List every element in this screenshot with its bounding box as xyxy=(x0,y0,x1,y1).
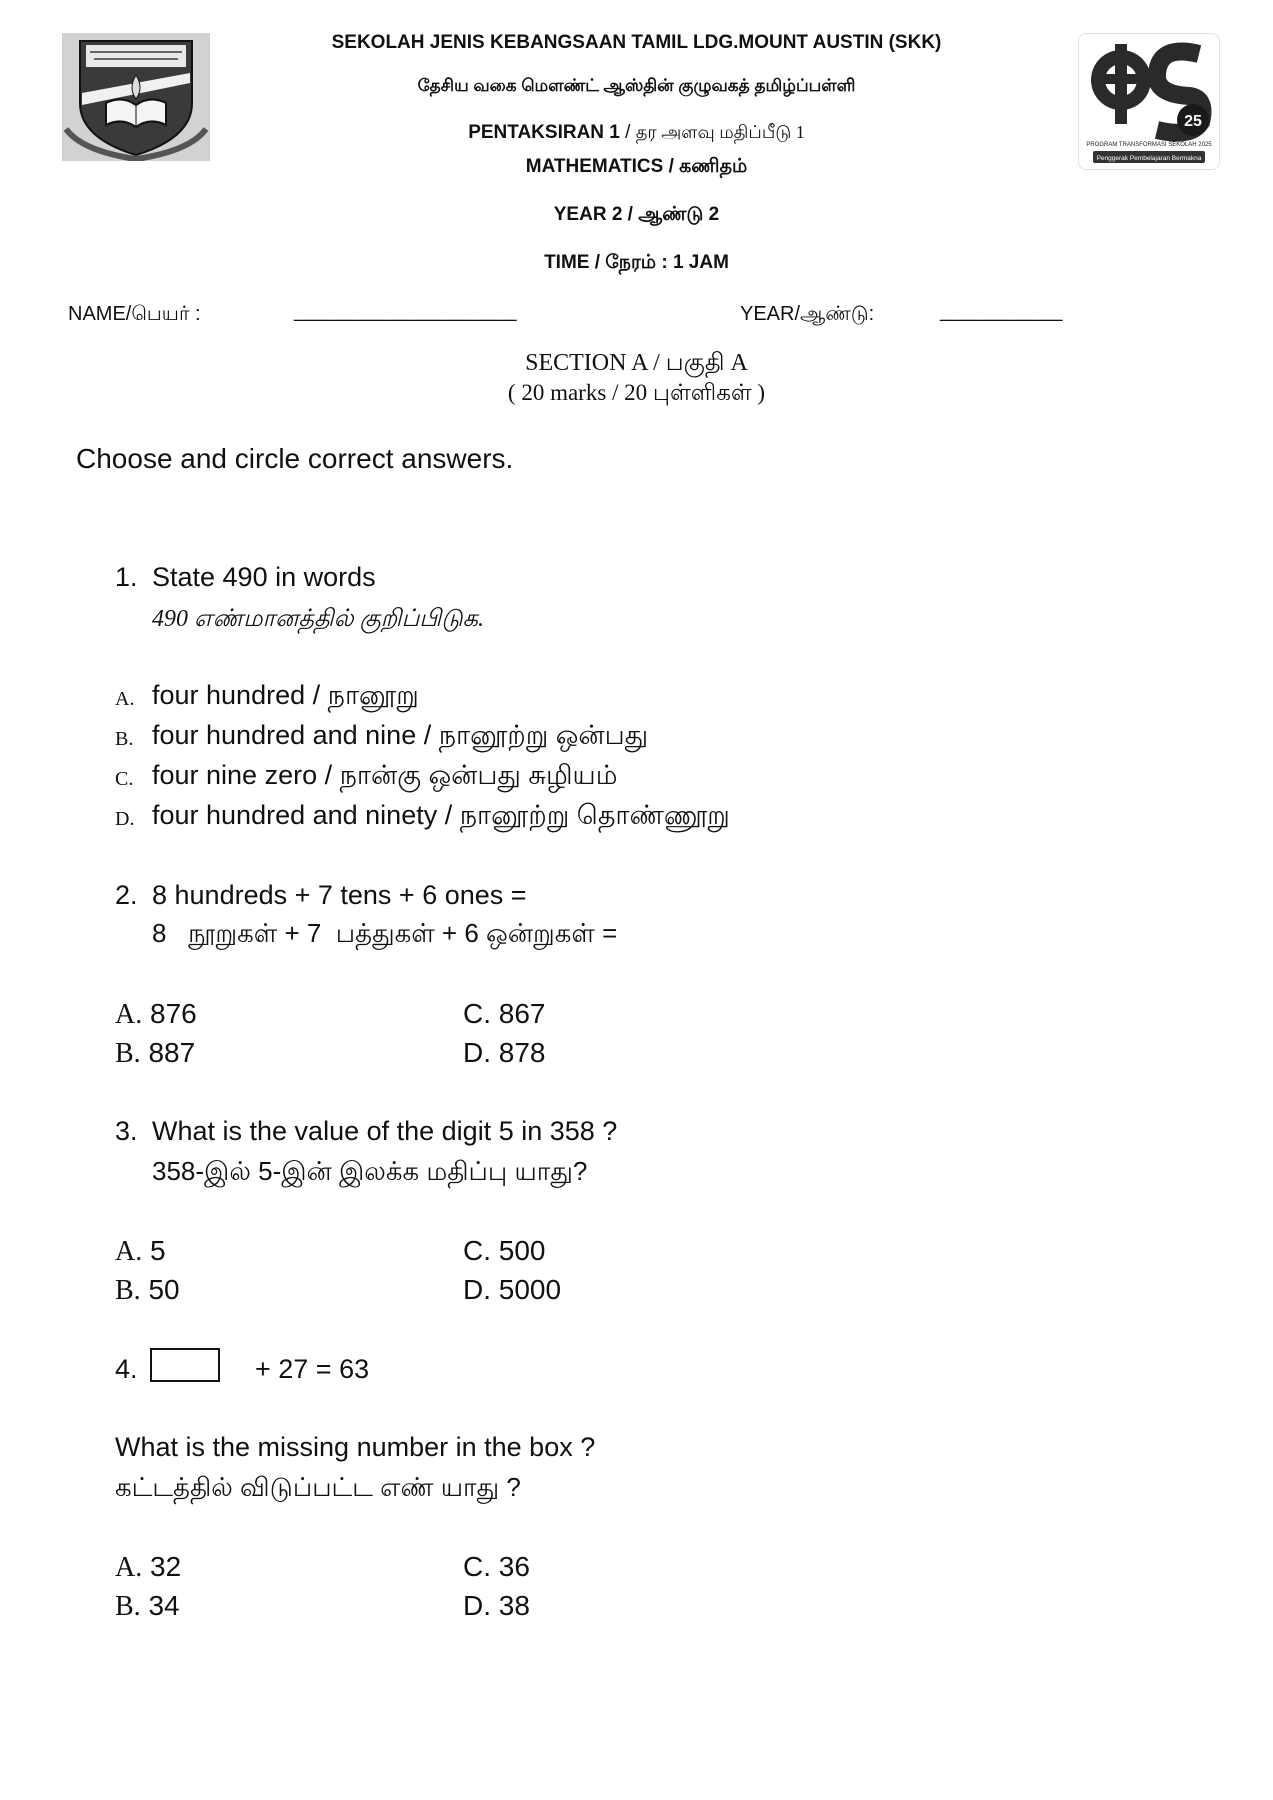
logo-badge: 25 xyxy=(1184,113,1202,130)
assessment-ta: தர அளவு மதிப்பீடு 1 xyxy=(635,122,805,142)
q3-option-c[interactable]: C. 500 xyxy=(463,1235,546,1266)
question-3-number: 3. xyxy=(115,1116,138,1146)
question-3-text: What is the value of the digit 5 in 358 ? xyxy=(152,1116,618,1146)
q4-option-a[interactable]: A. 32 xyxy=(115,1551,182,1583)
q1-option-d[interactable]: four hundred and ninety / நானூற்று தொண்ணூறு xyxy=(152,800,730,830)
name-field[interactable]: ____________________ xyxy=(294,300,517,322)
section-marks: ( 20 marks / 20 புள்ளிகள் ) xyxy=(507,380,766,405)
q4-option-c[interactable]: C. 36 xyxy=(463,1551,530,1582)
question-2-text: 8 hundreds + 7 tens + 6 ones = xyxy=(152,880,527,910)
option-letter: A. xyxy=(115,688,135,710)
logo-program-text: PROGRAM TRANSFORMASI SEKOLAH 2025 xyxy=(1086,142,1212,148)
q2-option-b[interactable]: B. 887 xyxy=(115,1037,196,1069)
q3-option-d[interactable]: D. 5000 xyxy=(463,1274,562,1305)
q1-option-c[interactable]: four nine zero / நான்கு ஒன்பது சுழியம் xyxy=(152,760,618,790)
year-label: YEAR/ஆண்டு: xyxy=(740,303,875,325)
q2-option-a[interactable]: A. 876 xyxy=(115,998,197,1030)
q4-option-d[interactable]: D. 38 xyxy=(463,1590,530,1621)
question-2-text-tamil: 8 நூறுகள் + 7 பத்துகள் + 6 ஒன்றுகள் = xyxy=(152,918,618,948)
question-4-text: What is the missing number in the box ? xyxy=(115,1432,596,1462)
year-field[interactable]: ___________ xyxy=(940,300,1063,322)
assessment-title: PENTAKSIRAN 1 / தர அளவு மதிப்பீடு 1 xyxy=(468,122,805,143)
subject-title: MATHEMATICS / கணிதம் xyxy=(525,156,748,177)
q1-option-a[interactable]: four hundred / நானூறு xyxy=(152,680,419,710)
q3-option-a[interactable]: A. 5 xyxy=(115,1235,166,1267)
school-name-tamil: தேசிய வகை மௌண்ட் ஆஸ்தின் குழுவகத் தமிழ்ப்பள்ளி xyxy=(417,76,856,95)
time-title: TIME / நேரம் : 1 JAM xyxy=(544,252,729,273)
assessment-en: PENTAKSIRAN 1 xyxy=(468,122,620,143)
question-1-text-tamil: 490 எண்மானத்தில் குறிப்பிடுக. xyxy=(152,606,484,632)
option-letter: B. xyxy=(115,728,134,750)
q2-option-c[interactable]: C. 867 xyxy=(463,998,546,1029)
school-name: SEKOLAH JENIS KEBANGSAAN TAMIL LDG.MOUNT AUSTIN (SKK) xyxy=(331,32,942,53)
question-4-number: 4. xyxy=(115,1354,138,1384)
q1-option-b[interactable]: four hundred and nine / நானூற்று ஒன்பது xyxy=(152,720,649,750)
question-1 xyxy=(115,562,138,593)
option-letter: D. xyxy=(115,808,135,830)
option-letter: C. xyxy=(115,768,134,790)
section-title: SECTION A / பகுதி A xyxy=(525,350,748,376)
logo-tagline: Penggerak Pembelajaran Bermakna xyxy=(1096,155,1202,162)
instruction: Choose and circle correct answers. xyxy=(76,443,514,474)
answer-box[interactable] xyxy=(150,1348,220,1382)
question-4-equation: + 27 = 63 xyxy=(255,1354,370,1384)
question-1-text: State 490 in words xyxy=(152,562,376,592)
q4-option-b[interactable]: B. 34 xyxy=(115,1590,180,1622)
q2-option-d[interactable]: D. 878 xyxy=(463,1037,546,1068)
question-2-number: 2. xyxy=(115,880,138,910)
question-3-text-tamil: 358-இல் 5-இன் இலக்க மதிப்பு யாது? xyxy=(152,1156,588,1186)
question-number: 1. xyxy=(115,562,138,592)
question-4-text-tamil: கட்டத்தில் விடுப்பட்ட எண் யாது ? xyxy=(115,1472,521,1502)
year-title: YEAR 2 / ஆண்டு 2 xyxy=(553,204,720,225)
name-label: NAME/பெயர் : xyxy=(68,303,201,325)
q3-option-b[interactable]: B. 50 xyxy=(115,1274,180,1306)
